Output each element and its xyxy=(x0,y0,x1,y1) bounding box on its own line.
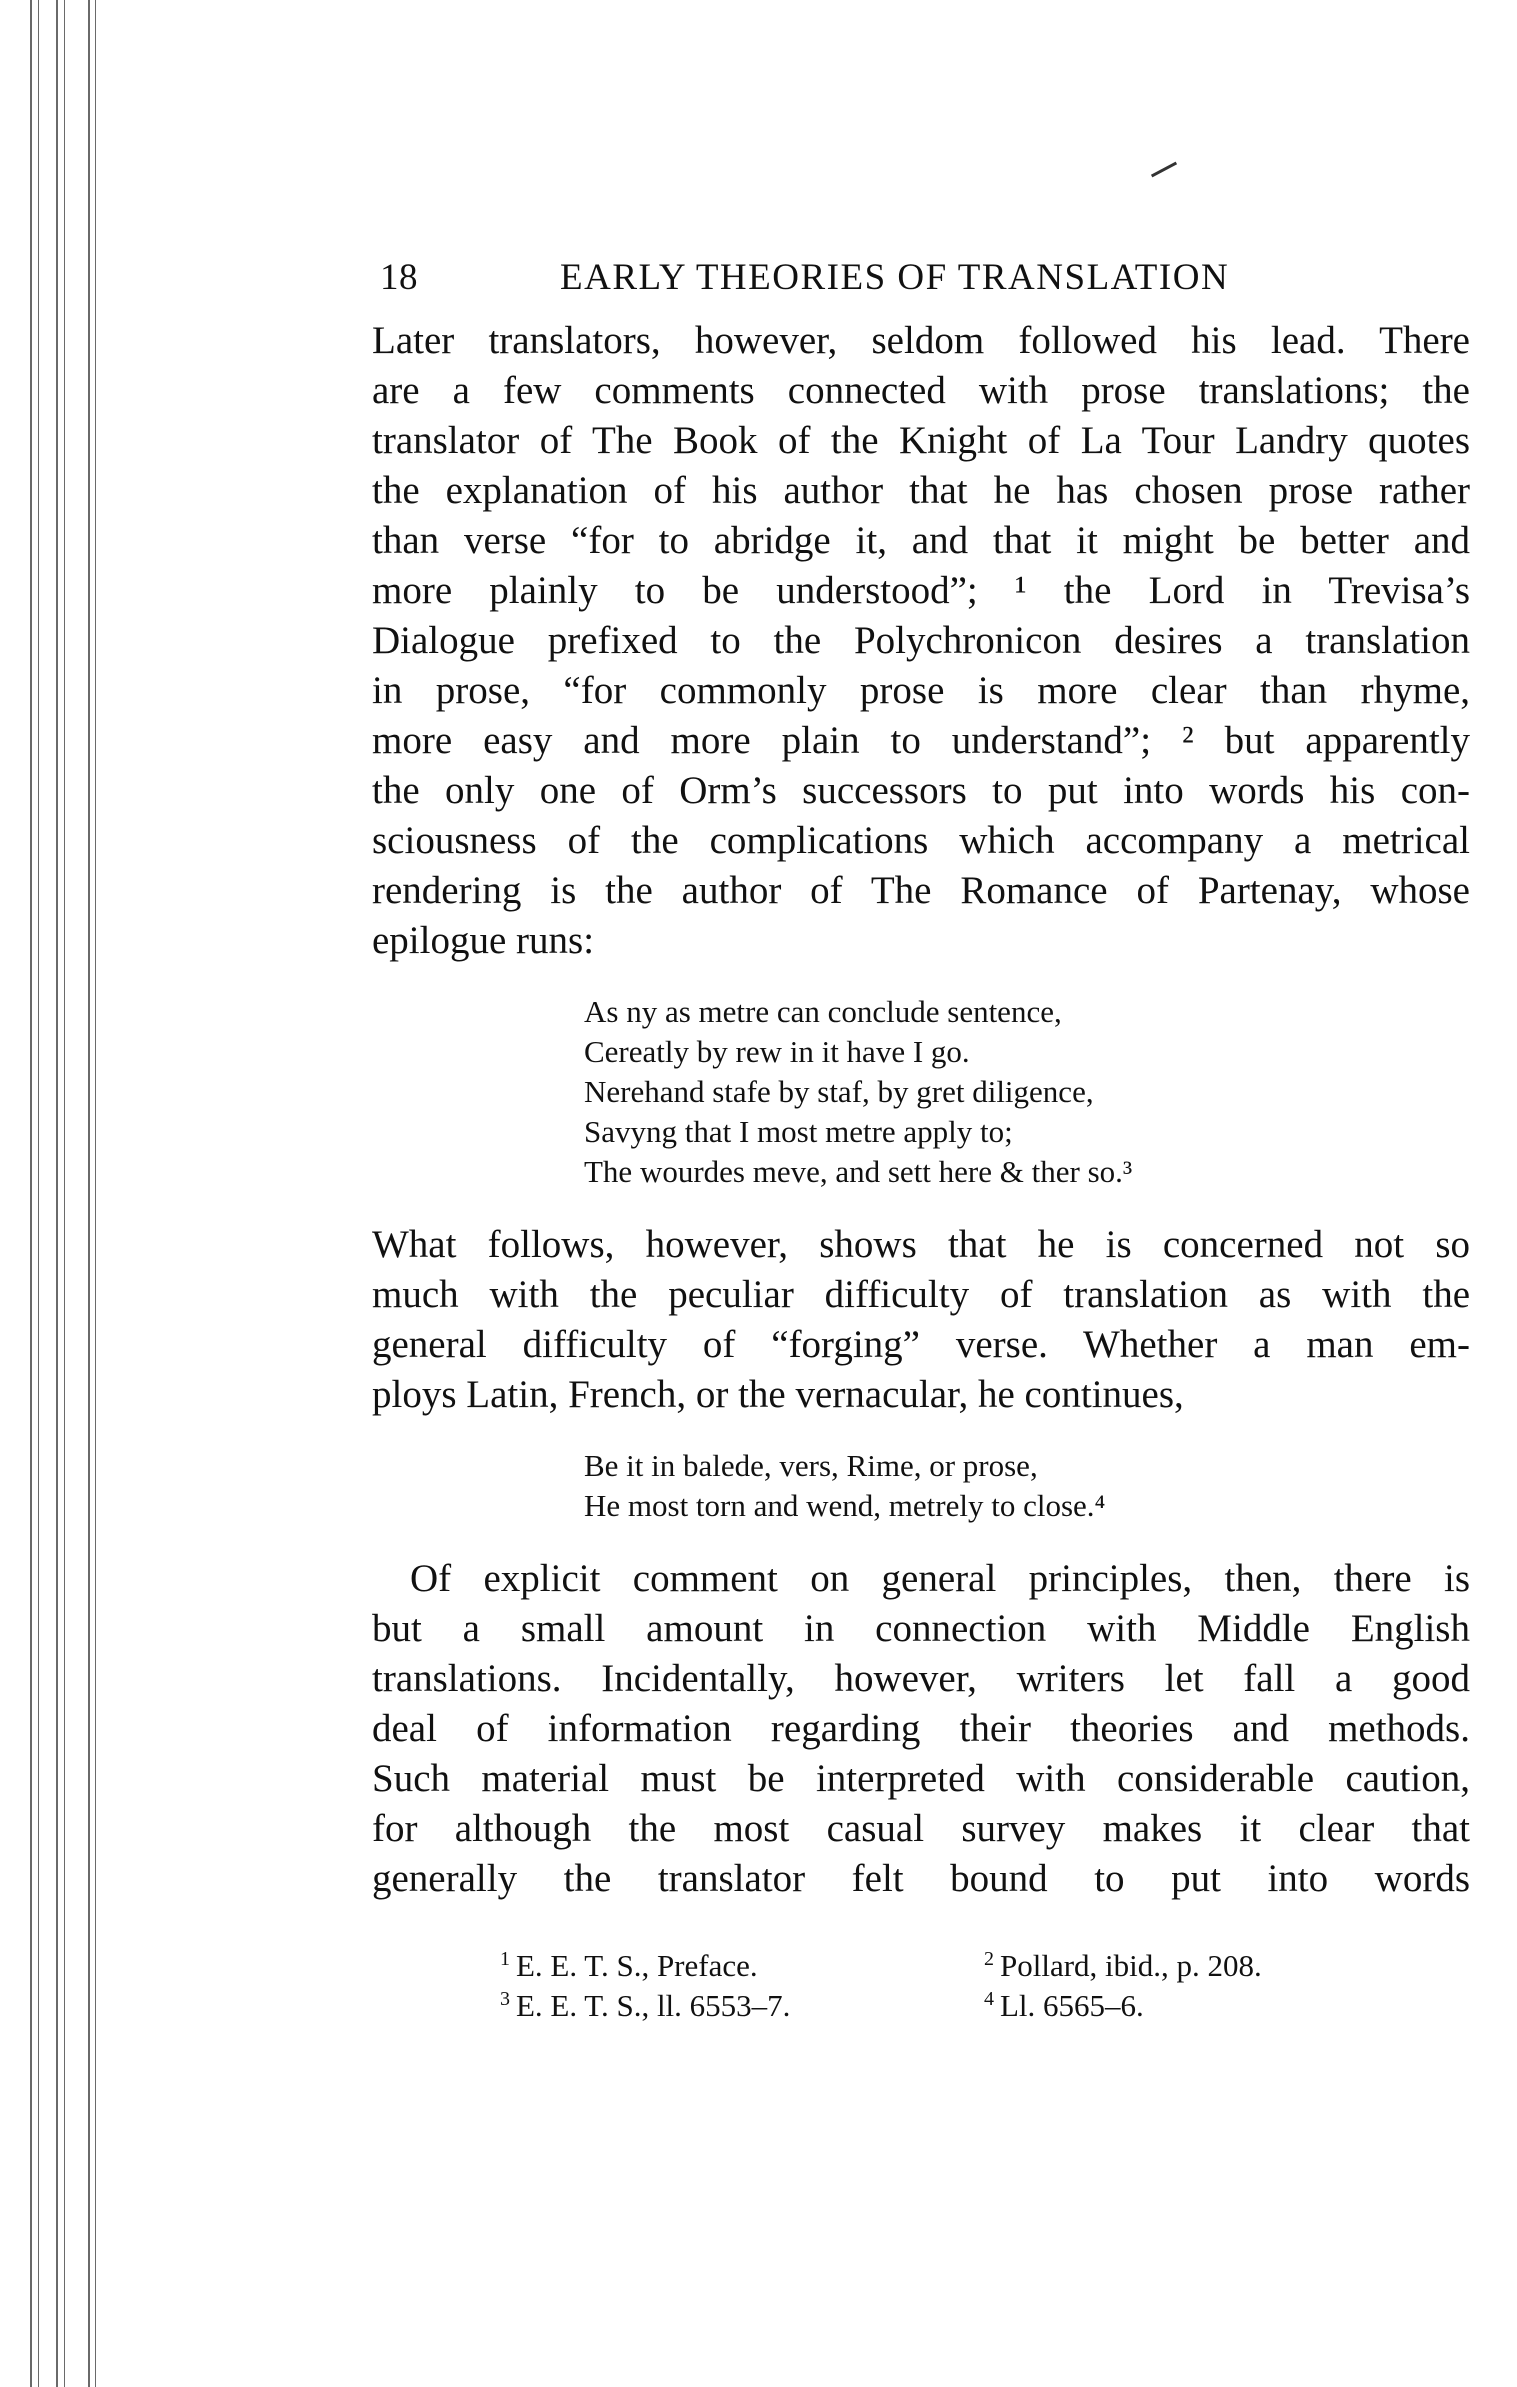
stray-mark xyxy=(1151,162,1177,178)
footnote xyxy=(984,1946,1262,1986)
footnote-text: Pollard, ibid., p. 208. xyxy=(1000,1948,1262,1983)
footnote-mark: 2 xyxy=(984,1947,994,1970)
text-line: more easy and more plain to understand”; ² but apparently xyxy=(372,719,1470,762)
verse-quotation-2 xyxy=(584,1446,1470,1526)
footnote xyxy=(500,1986,790,2026)
text-line: rendering is the author of The Romance of Partenay, whose xyxy=(372,869,1470,912)
verse-line: Savyng that I most metre apply to; xyxy=(584,1114,1013,1149)
text-line: are a few comments connected with prose translations; the xyxy=(372,369,1470,412)
text-line: but a small amount in connection with Middle English xyxy=(372,1607,1470,1650)
text-line: in prose, “for commonly prose is more clear than rhyme, xyxy=(372,669,1470,712)
paragraph-3 xyxy=(372,1554,1470,1904)
text-line: than verse “for to abridge it, and that it might be better and xyxy=(372,519,1470,562)
paragraph-1 xyxy=(372,316,1470,966)
text-line: What follows, however, shows that he is concerned not so xyxy=(372,1223,1470,1266)
text-line: more plainly to be understood”; ¹ the Lord in Trevisa’s xyxy=(372,569,1470,612)
footnote xyxy=(500,1946,758,1986)
verse-line: Nerehand stafe by staf, by gret diligence, xyxy=(584,1074,1094,1109)
text-line: the explanation of his author that he has chosen prose rather xyxy=(372,469,1470,512)
text-line: epilogue runs: xyxy=(372,919,595,962)
footnote-text: Ll. 6565–6. xyxy=(1000,1988,1144,2023)
footnote-text: E. E. T. S., ll. 6553–7. xyxy=(516,1988,791,2023)
page-binding-edge xyxy=(0,0,110,2387)
paragraph-2 xyxy=(372,1220,1470,1420)
footnote xyxy=(984,1986,1144,2026)
footnote-mark: 1 xyxy=(500,1947,510,1970)
verse-line: Cereatly by rew in it have I go. xyxy=(584,1034,970,1069)
text-line: deal of information regarding their theories and methods. xyxy=(372,1707,1470,1750)
running-head xyxy=(372,250,1470,310)
verse-quotation-1 xyxy=(584,992,1470,1192)
verse-line: As ny as metre can conclude sentence, xyxy=(584,994,1062,1029)
text-line: generally the translator felt bound to put into words xyxy=(372,1857,1470,1900)
book-page xyxy=(372,250,1470,2036)
text-line: Later translators, however, seldom followed his lead. There xyxy=(372,319,1470,362)
text-line: sciousness of the complications which accompany a metrical xyxy=(372,819,1470,862)
verse-line: Be it in balede, vers, Rime, or prose, xyxy=(584,1448,1038,1483)
text-line: Of explicit comment on general principles, then, there is xyxy=(410,1557,1470,1600)
running-title: EARLY THEORIES OF TRANSLATION xyxy=(560,257,1230,298)
text-line: translator of The Book of the Knight of La Tour Landry quotes xyxy=(372,419,1470,462)
text-line: for although the most casual survey makes it clear that xyxy=(372,1807,1470,1850)
text-line: the only one of Orm’s successors to put into words his con- xyxy=(372,769,1470,812)
text-line: much with the peculiar difficulty of translation as with the xyxy=(372,1273,1470,1316)
footnote-text: E. E. T. S., Preface. xyxy=(516,1948,758,1983)
verse-line: The wourdes meve, and sett here & ther so.³ xyxy=(584,1154,1133,1189)
text-line: general difficulty of “forging” verse. Whether a man em- xyxy=(372,1323,1470,1366)
footnotes xyxy=(372,1946,1470,2036)
text-line: Such material must be interpreted with considerable caution, xyxy=(372,1757,1470,1800)
footnote-mark: 4 xyxy=(984,1987,994,2010)
text-line: translations. Incidentally, however, writers let fall a good xyxy=(372,1657,1470,1700)
text-line: ploys Latin, French, or the vernacular, he continues, xyxy=(372,1373,1184,1416)
text-line: Dialogue prefixed to the Polychronicon desires a translation xyxy=(372,619,1470,662)
footnote-mark: 3 xyxy=(500,1987,510,2010)
verse-line: He most torn and wend, metrely to close.⁴ xyxy=(584,1488,1106,1523)
page-number: 18 xyxy=(380,257,418,298)
